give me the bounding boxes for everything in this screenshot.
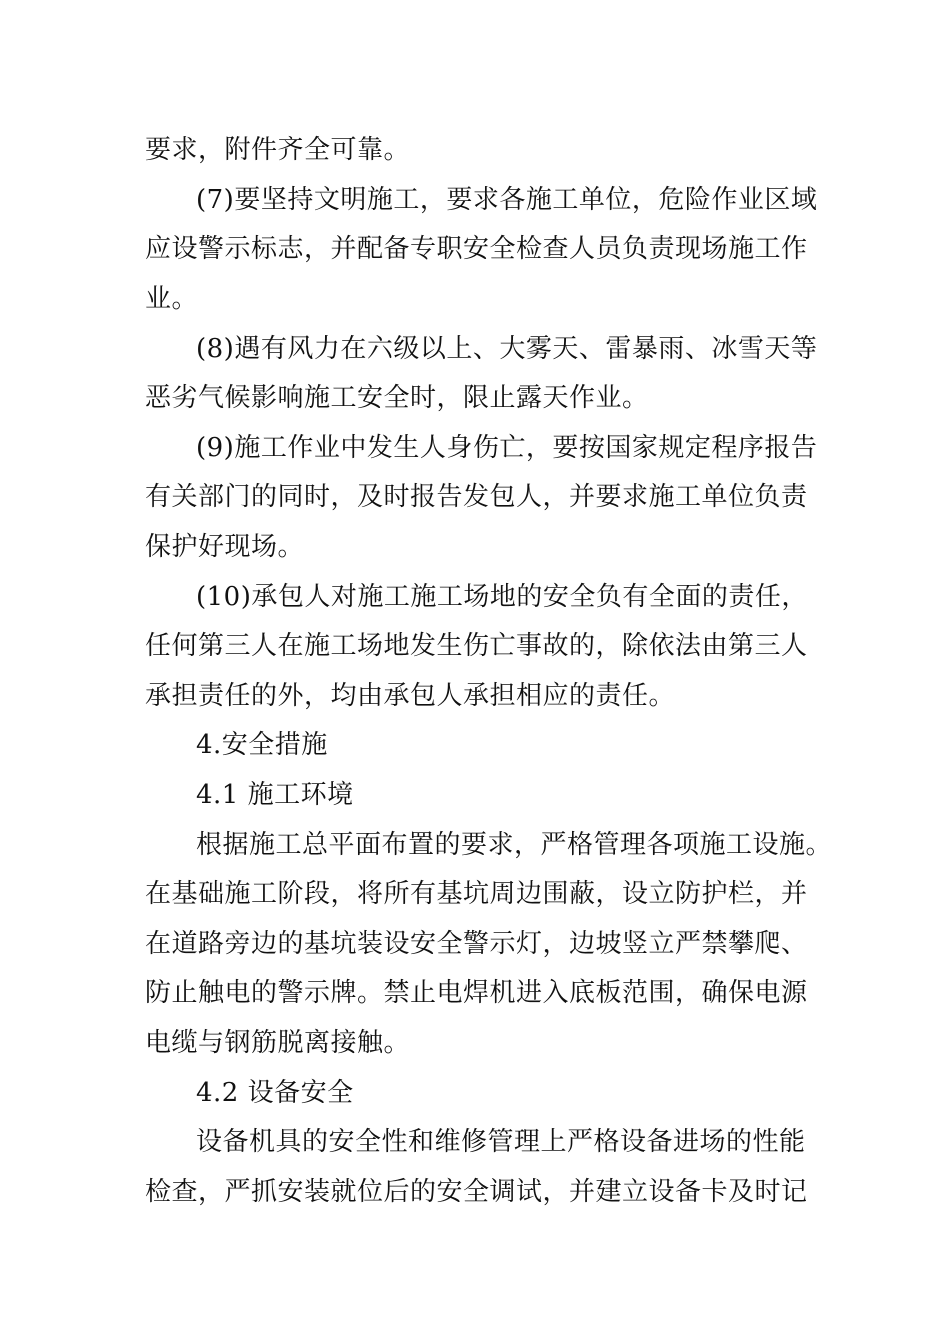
paragraph-line: 根据施工总平面布置的要求，严格管理各项施工设施。	[196, 830, 833, 860]
paragraph-line: 应设警示标志，并配备专职安全检查人员负责现场施工作	[145, 234, 808, 264]
paragraph-line: 有关部门的同时，及时报告发包人，并要求施工单位负责	[145, 482, 808, 512]
paragraph-line: 任何第三人在施工场地发生伤亡事故的，除依法由第三人	[145, 631, 808, 661]
paragraph-line: (7)要坚持文明施工，要求各施工单位，危险作业区域	[196, 185, 818, 215]
paragraph-line: 设备机具的安全性和维修管理上严格设备进场的性能	[196, 1127, 806, 1157]
paragraph-line: 保护好现场。	[145, 532, 305, 562]
paragraph-line: 电缆与钢筋脱离接触。	[145, 1028, 411, 1058]
paragraph-line: 检查，严抓安装就位后的安全调试，并建立设备卡及时记	[145, 1177, 808, 1207]
paragraph-line: (9)施工作业中发生人身伤亡，要按国家规定程序报告	[196, 433, 818, 463]
paragraph-line: 防止触电的警示牌。禁止电焊机进入底板范围，确保电源	[145, 978, 808, 1008]
section-heading: 4.安全措施	[196, 730, 328, 760]
paragraph-line: 在道路旁边的基坑装设安全警示灯，边坡竖立严禁攀爬、	[145, 929, 808, 959]
paragraph-line: 承担责任的外，均由承包人承担相应的责任。	[145, 681, 676, 711]
subsection-heading: 4.2 设备安全	[196, 1078, 354, 1108]
paragraph-line: 恶劣气候影响施工安全时，限止露天作业。	[145, 383, 649, 413]
paragraph-line: 在基础施工阶段，将所有基坑周边围蔽，设立防护栏，并	[145, 879, 808, 909]
paragraph-line: (10)承包人对施工施工场地的安全负有全面的责任，	[196, 582, 808, 612]
paragraph-line: (8)遇有风力在六级以上、大雾天、雷暴雨、冰雪天等	[196, 334, 818, 364]
subsection-heading: 4.1 施工环境	[196, 780, 354, 810]
paragraph-line: 业。	[145, 284, 199, 314]
paragraph-line: 要求，附件齐全可靠。	[145, 135, 411, 165]
